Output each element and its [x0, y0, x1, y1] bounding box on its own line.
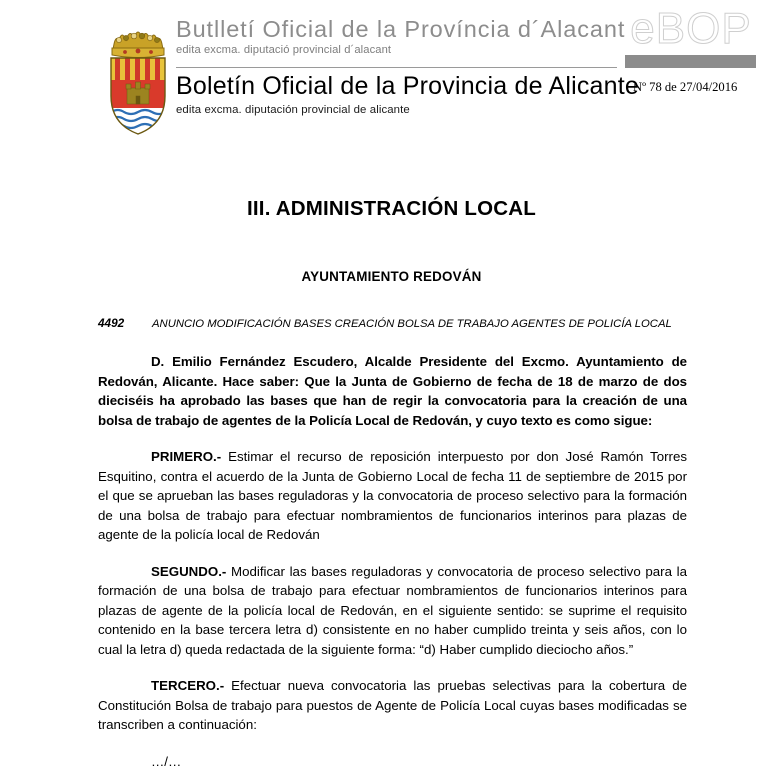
header-divider: [176, 67, 617, 68]
paragraph-segundo: [98, 562, 687, 660]
paragraph-primero: [98, 447, 687, 545]
page-title: III. ADMINISTRACIÓN LOCAL: [247, 197, 536, 220]
paragraph-segundo-lead: SEGUNDO.-: [151, 563, 227, 579]
reference-title: ANUNCIO MODIFICACIÓN BASES CREACIÓN BOLSA DE TRABAJO AGENTES DE POLICÍA LOCAL: [152, 318, 672, 330]
paragraph-primero-lead: PRIMERO.-: [151, 449, 222, 464]
subtitle-catalan: edita excma. diputació provincial d´alacant: [176, 44, 392, 57]
ebop-logo: [625, 6, 757, 68]
document-body: [0, 140, 783, 769]
paragraph-tercero: [98, 676, 687, 735]
subtitle-spanish: edita excma. diputación provincial de alicante: [176, 104, 410, 116]
issue-number: Nº 78 de 27/04/2016: [633, 80, 738, 94]
paragraph-tercero-text: Efectuar nueva convocatoria las pruebas selectivas para la cobertura de Constitución Bolsa de trabajo para puestos de Agente de Policía Local cuyas bases modificadas se transcriben a continuación:: [98, 678, 687, 732]
masthead: [0, 0, 783, 140]
paragraph-intro-text: D. Emilio Fernández Escudero, Alcalde Presidente del Excmo. Ayuntamiento de Redován, Alicante. Hace saber: Que la Junta de Gobierno de fecha de 18 de marzo de dos dieciséis ha aprobado las bases que han de regir la convocatoria para la creación de una bolsa de trabajo de agentes de la Policía Local de Redován, y cuyo texto es como sigue:: [98, 354, 687, 428]
paragraph-intro: [98, 352, 687, 430]
coat-of-arms-icon: [103, 16, 173, 136]
continuation-mark: …/…: [151, 753, 182, 769]
header-titles-catalan: [176, 16, 626, 57]
body-column: [98, 352, 687, 771]
paragraph-segundo-text: Modificar las bases reguladoras y convocatoria de proceso selectivo para la formación de una bolsa de trabajo para efectuar nombramientos de funcionarios interinos para plazas de agente de la policía local de Redován, en el siguiente sentido: se suprime el requisito contenido en la base tercera letra d) consistente en no haber cumplido treinta y seis años, con lo cual la letra d) queda redactada de la siguiente forma: “d) Haber cumplido dieciocho años.”: [98, 563, 687, 657]
organization-title: AYUNTAMIENTO REDOVÁN: [301, 269, 482, 284]
ebop-logo-text: eBOP: [630, 4, 752, 53]
paragraph-primero-text: Estimar el recurso de reposición interpuesto por don José Ramón Torres Esquitino, contra el acuerdo de la Junta de Gobierno Local de fecha 11 de septiembre de 2015 por el que se aprueban las bases reguladoras y la convocatoria de proceso selectivo para la formación de una bolsa de trabajo para efectuar nombramientos de funcionarios interinos para plazas de agente de la policía local de Redován: [98, 449, 687, 542]
announcement-reference: [98, 316, 698, 330]
title-catalan: Butlletí Oficial de la Província d´Alacant: [176, 16, 626, 42]
title-spanish: Boletín Oficial de la Provincia de Alicante: [176, 72, 640, 100]
paragraph-tercero-lead: TERCERO.-: [151, 678, 225, 693]
reference-number: 4492: [98, 316, 125, 330]
ebop-logo-bar: [625, 55, 756, 68]
